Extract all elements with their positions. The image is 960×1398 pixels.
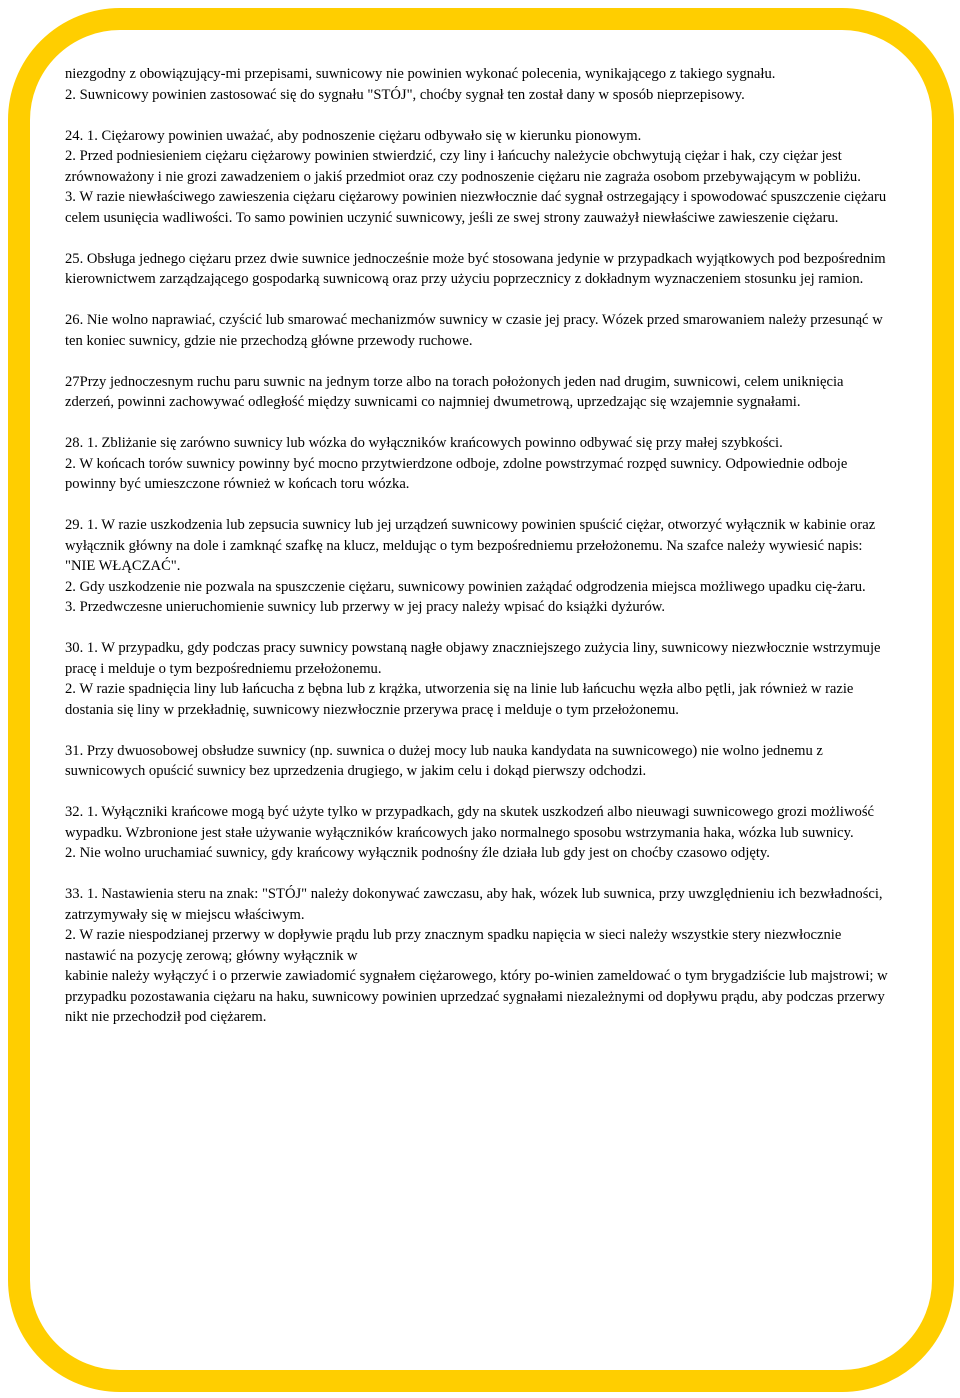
paragraph-spacer: [65, 228, 890, 249]
paragraph-28: 28. 1. Zbliżanie się zarówno suwnicy lub wózka do wyłączników krańcowych powinno odbywać się przy małej szybkości. 2. W końcach torów suwnicy powinny być mocno przytwierdzone odboje, zdolne powstrzymać rozpęd suwnicy. Odpowiednie odboje powinny być umieszczone również w końcach toru wózka.: [65, 435, 848, 492]
paragraph-29: 29. 1. W razie uszkodzenia lub zepsucia suwnicy lub jej urządzeń suwnicowy powinien spuścić ciężar, otworzyć wyłącznik w kabinie oraz wyłącznik główny na dole i zamknąć szafkę na klucz, meldując o tym bezpośredniemu przełożonemu. Na szafce należy wywiesić napis: "NIE WŁĄCZAĆ". 2. Gdy uszkodzenie nie pozwala na spuszczenie ciężaru, suwnicowy powinien zażądać odgrodzenia miejsca możliwego upadku cię-żaru. 3. Przedwczesne unieruchomienie suwnicy lub przerwy w jej pracy należy wpisać do książki dyżurów.: [65, 517, 876, 615]
document-text: [65, 64, 890, 1028]
paragraph-23-continuation: niezgodny z obowiązujący-mi przepisami, suwnicowy nie powinien wykonać polecenia, wynikającego z takiego sygnału. 2. Suwnicowy powinien zastosować się do sygnału "STÓJ", choćby sygnał ten został dany w sposób nieprzepisowy.: [65, 66, 776, 103]
paragraph-32: 32. 1. Wyłączniki krańcowe mogą być użyte tylko w przypadkach, gdy na skutek uszkodzeń albo nieuwagi suwnicowego grozi możliwość wypadku. Wzbronione jest stałe używanie wyłączników krańcowych jako normalnego sposobu wstrzymania haka, wózka lub suwnicy. 2. Nie wolno uruchamiać suwnicy, gdy krańcowy wyłącznik podnośny źle działa lub gdy jest on choćby czasowo odjęty.: [65, 804, 874, 861]
paragraph-30: 30. 1. W przypadku, gdy podczas pracy suwnicy powstaną nagłe objawy znaczniejszego zużycia liny, suwnicowy niezwłocznie wstrzymuje pracę i melduje o tym bezpośredniemu przełożonemu. 2. W razie spadnięcia liny lub łańcucha z bębna lub z krążka, utworzenia się na linie lub łańcuchu węzła albo pętli, jak również w razie dostania się liny w przekładnię, suwnicowy niezwłocznie przerywa pracę i melduje o tym przełożonemu.: [65, 640, 881, 718]
paragraph-33: 33. 1. Nastawienia steru na znak: "STÓJ" należy dokonywać zawczasu, aby hak, wózek lub suwnica, przy uwzględnieniu ich bezwładności, zatrzymywały się w miejscu właściwym. 2. W razie niespodzianej przerwy w dopływie prądu lub przy znacznym spadku napięcia w sieci należy wszystkie stery niezwłocznie nastawić na pozycję zerową; główny wyłącznik w kabinie należy wyłączyć i o przerwie zawiadomić sygnałem ciężarowego, który po-winien zameldować o tym brygadziście lub majstrowi; w przypadku pozostawania ciężaru na haku, suwnicowy powinien uprzedzać sygnałami niezależnymi od dopływu prądu, aby podczas przerwy nikt nie przechodził pod ciężarem.: [65, 886, 888, 1025]
paragraph-31: 31. Przy dwuosobowej obsłudze suwnicy (np. suwnica o dużej mocy lub nauka kandydata na suwnicowego) nie wolno jednemu z suwnicowych opuścić suwnicy bez uprzedzenia drugiego, w jakim celu i dokąd pierwszy odchodzi.: [65, 742, 823, 779]
paragraph-25: 25. Obsługa jednego ciężaru przez dwie suwnice jednocześnie może być stosowana jedynie w przypadkach wyjątkowych pod bezpośrednim kierownictwem zarządzającego gospodarką suwnicową oraz przy użyciu poprzecznicy z dokładnym wyznaczeniem stosunku jej ramion.: [65, 250, 886, 287]
paragraph-24: 24. 1. Ciężarowy powinien uważać, aby podnoszenie ciężaru odbywało się w kierunku pionowym. 2. Przed podniesieniem ciężaru ciężarowy powinien stwierdzić, czy liny i łańcuchy należycie obchwytują ciężar i hak, czy ciężar jest zrównoważony i nie grozi zawadzeniem o jakiś przedmiot oraz czy podnoszenie ciężaru nie zagraża osobom przebywającym w pobliżu. 3. W razie niewłaściwego zawieszenia ciężaru ciężarowy powinien niezwłocznie dać sygnał ostrzegający i spowodować spuszczenie ciężaru celem usunięcia wadliwości. To samo powinien uczynić suwnicowy, jeśli ze swej strony zauważył niewłaściwe zawieszenie ciężaru.: [65, 127, 887, 226]
paragraph-26: 26. Nie wolno naprawiać, czyścić lub smarować mechanizmów suwnicy w czasie jej pracy. Wózek przed smarowaniem należy przesunąć w ten koniec suwnicy, gdzie nie przechodzą główne przewody ruchowe.: [65, 312, 883, 349]
paragraph-27: 27Przy jednoczesnym ruchu paru suwnic na jednym torze albo na torach położonych jeden nad drugim, suwnicowi, celem uniknięcia zderzeń, powinni zachowywać odległość między suwnicami co najmniej dwumetrową, uprzedzając się wzajemnie sygnałami.: [65, 373, 844, 410]
